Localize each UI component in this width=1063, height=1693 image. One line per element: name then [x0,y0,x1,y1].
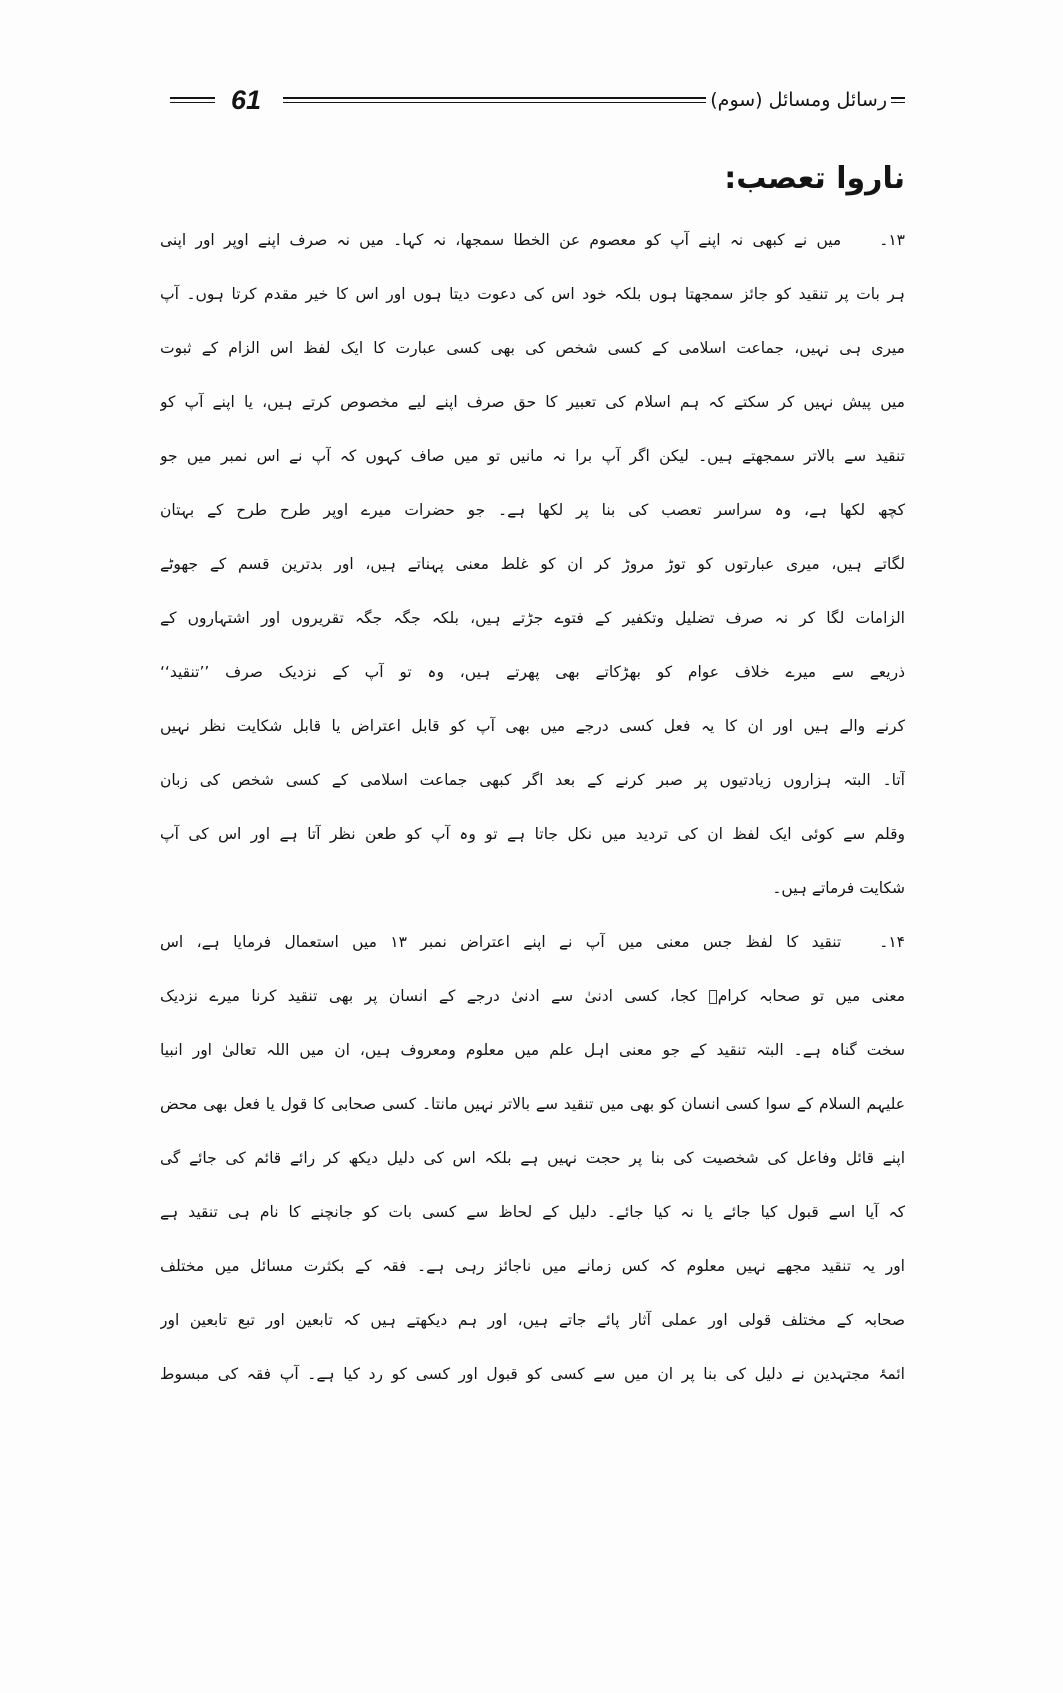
paragraph-13-line: میں پیش نہیں کر سکتے کہ ہم اسلام کی تعبیر کا حق صرف اپنے لیے مخصوص کرتے ہیں، یا اپنے آپ کو [160,393,905,411]
paragraph-13-line: لگاتے ہیں، میری عبارتوں کو توڑ مروڑ کر ان کو غلط معنی پہناتے ہیں، اور بدترین قسم کے جھوٹے [160,555,905,573]
running-title: رسائل ومسائل (سوم) [710,89,887,111]
paragraph-13-line: ہر بات پر تنقید کو جائز سمجھتا ہوں بلکہ خود اس کی دعوت دیتا ہوں اور اس کا خیر مقدم کرتا ہوں۔ آپ [160,285,905,303]
paragraph-14-line: معنی میں تو صحابہ کرامؓ کجا، کسی ادنیٰ سے ادنیٰ درجے کے انسان پر بھی تنقید کرنا میرے نزدیک [160,987,905,1005]
paragraph-13-line: تنقید سے بالاتر سمجھتے ہیں۔ لیکن اگر آپ برا نہ مانیں تو میں صاف کہوں کہ آپ نے اس نمبر میں جو [160,447,905,465]
line-text: میں نے کبھی نہ اپنے آپ کو معصوم عن الخطا سمجھا، نہ کہا۔ میں نہ صرف اپنے اوپر اور اپنی [160,231,842,249]
paragraph-14-line: علیہم السلام کے سوا کسی انسان کو بھی میں تنقید سے بالاتر نہیں مانتا۔ کسی صحابی کا قول یا فعل بھی محض [160,1095,905,1113]
paragraph-14-line [160,915,905,969]
paragraph-13-line: الزامات لگا کر نہ صرف تضلیل وتکفیر کے فتوے جڑتے ہیں، بلکہ جگہ جگہ تقریروں اور اشتہاروں کے [160,609,905,627]
paragraph-13-line [160,213,905,267]
section-heading: ناروا تعصب: [724,161,905,196]
paragraph-14-line: صحابہ کے مختلف قولی اور عملی آثار پائے جاتے ہیں، اور ہم دیکھتے ہیں کہ تابعین اور تبع تابعین اور [160,1311,905,1329]
paragraph-13-line: میری ہی نہیں، جماعت اسلامی کے کسی شخص کی بھی کسی عبارت کا ایک لفظ اس الزام کے ثبوت [160,339,905,357]
paragraph-14-line: اپنے قائل وفاعل کی شخصیت کی بنا پر حجت نہیں ہے بلکہ اس کی دلیل دیکھ کر رائے قائم کی جائے گی [160,1149,905,1167]
paragraph-14-line: اور یہ تنقید مجھے نہیں معلوم کہ کس زمانے میں ناجائز رہی ہے۔ فقہ کے بکثرت مسائل میں مختلف [160,1257,905,1275]
header-rule-right [891,97,905,103]
paragraph-13-line: آتا۔ البتہ ہزاروں زیادتیوں پر صبر کرنے کے بعد اگر کبھی جماعت اسلامی کے کسی شخص کی زبان [160,771,905,789]
paragraph-number: ۱۴۔ [879,933,905,951]
paragraph-13-line: کچھ لکھا ہے، وہ سراسر تعصب کی بنا پر لکھا ہے۔ جو حضرات میرے اوپر طرح طرح کے بہتان [160,501,905,519]
paragraph-13-line: شکایت فرماتے ہیں۔ [772,879,905,897]
header-rule-left [170,97,215,103]
page-number: 61 [231,84,262,115]
running-header [170,84,905,116]
paragraph-13-line: وقلم سے کوئی ایک لفظ ان کی تردید میں نکل جاتا ہے تو وہ آپ کو طعن نظر آتا ہے اور اس کی آپ [160,825,905,843]
paragraph-13-line: ذریعے سے میرے خلاف عوام کو بھڑکاتے بھی پھرتے ہیں، وہ تو آپ کے نزدیک صرف ’’تنقید‘‘ [160,663,905,681]
paragraph-14-line: کہ آیا اسے قبول کیا جائے یا نہ کیا جائے۔ دلیل کے لحاظ سے کسی بات کو جانچنے کا نام ہی تنقید ہے [160,1203,905,1221]
paragraph-14-line: سخت گناہ ہے۔ البتہ تنقید کے جو معنی اہل علم میں معلوم ومعروف ہیں، ان میں اللہ تعالیٰ اور انبیا [160,1041,905,1059]
line-text: تنقید کا لفظ جس معنی میں آپ نے اپنے اعتراض نمبر ۱۳ میں استعمال فرمایا ہے، اس [160,933,842,951]
paragraph-14-line: ائمۂ مجتہدین نے دلیل کی بنا پر ان میں سے کسی کو قبول اور کسی کو رد کیا ہے۔ آپ فقہ کی مبسوط [160,1365,905,1383]
paragraph-13-line: کرنے والے ہیں اور ان کا یہ فعل کسی درجے میں بھی آپ کو قابل اعتراض یا قابل شکایت نظر نہیں [160,717,905,735]
body-text [160,213,905,1401]
header-rule-long [283,97,706,103]
paragraph-number: ۱۳۔ [879,231,905,249]
